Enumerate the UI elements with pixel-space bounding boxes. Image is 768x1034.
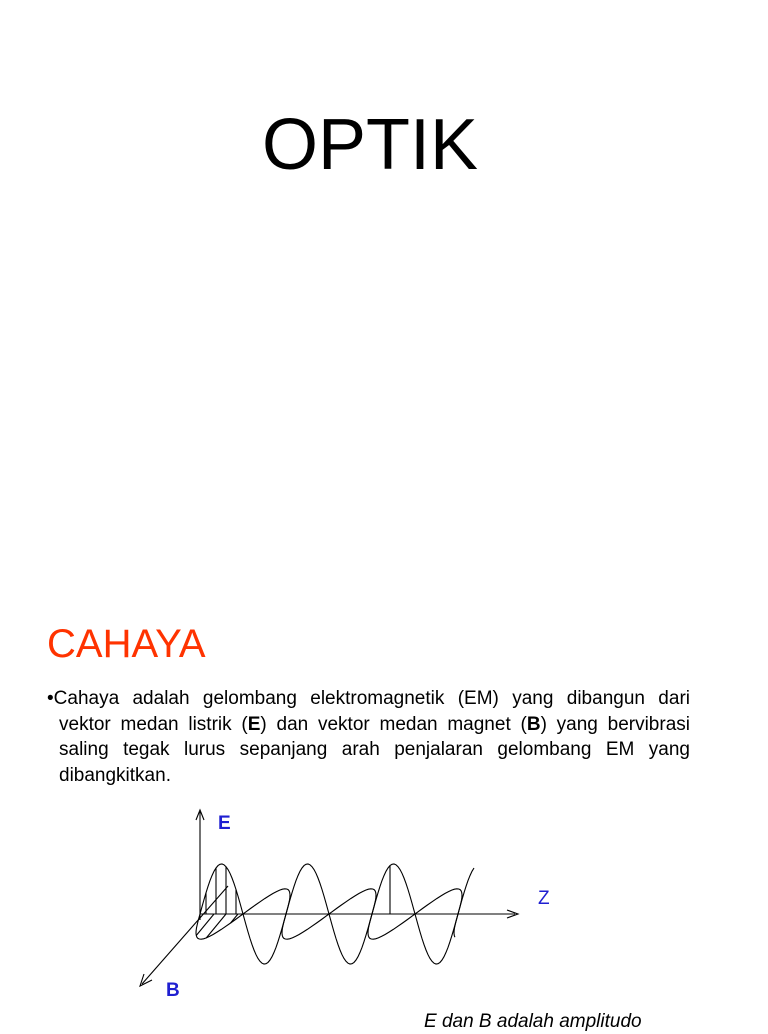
b-axis-line (142, 886, 228, 984)
axis-label-b: B (166, 980, 180, 1001)
slide-title: OPTIK (261, 105, 479, 185)
paragraph-bold-e: E (247, 713, 261, 735)
paragraph-text-3: ) yang bervibrasi saling tegak lurus sepanjang arah penjalaran gelombang EM yang dibangkitkan. (59, 713, 690, 786)
wave-group (140, 810, 518, 986)
paragraph-text-2: ) dan vektor medan magnet ( (260, 713, 527, 735)
caption-amplitude: E dan B adalah amplitudo (424, 1011, 642, 1032)
body-paragraph (47, 686, 690, 788)
paragraph-bold-b: B (526, 713, 541, 735)
axis-label-z: Z (538, 888, 550, 909)
em-wave-diagram (130, 806, 570, 1006)
section-heading: CAHAYA (47, 622, 206, 666)
b-vector-line (206, 914, 226, 938)
paragraph-text-1: Cahaya adalah gelombang elektromagnetik (EM) yang dibangun dari vektor medan listrik ( (53, 688, 690, 735)
bullet: • (47, 688, 54, 709)
axis-label-e: E (218, 813, 231, 834)
